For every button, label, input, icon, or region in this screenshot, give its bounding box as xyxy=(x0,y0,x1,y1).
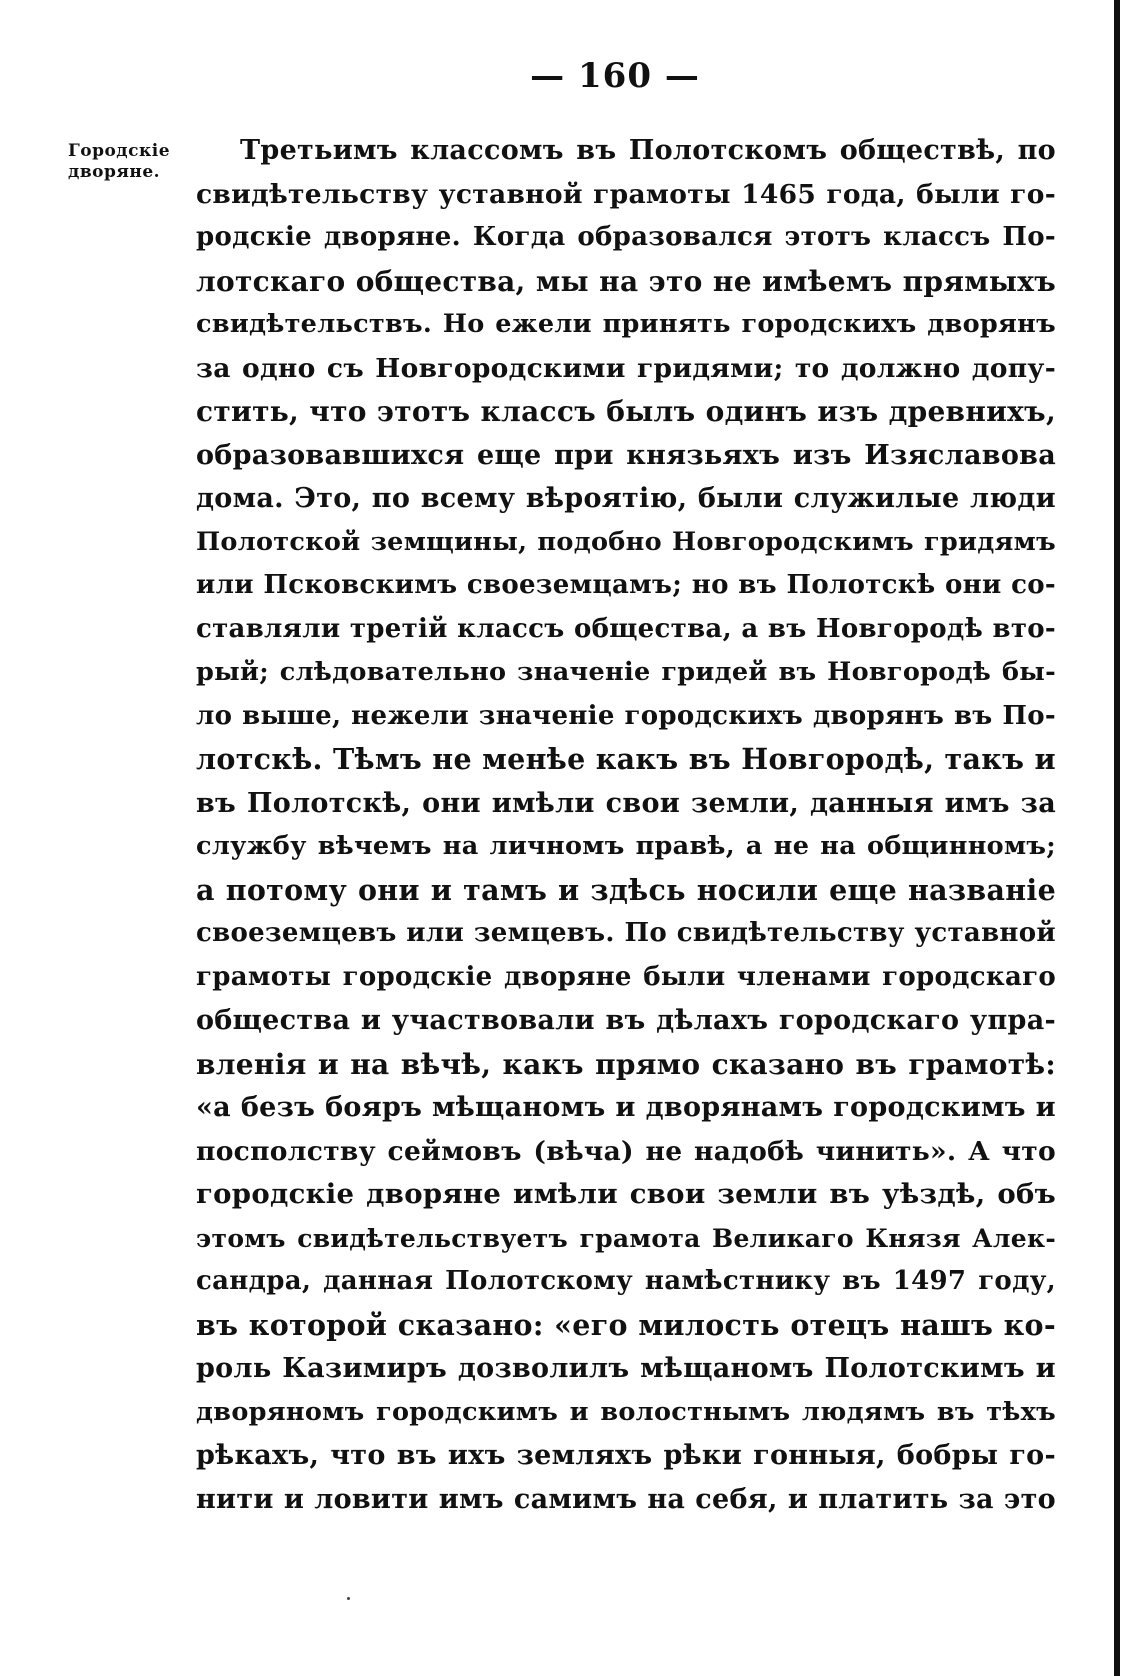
text-line: сандра, данная Полотскому намѣстнику въ 1497 году, xyxy=(196,1266,1056,1296)
text-line: лотскѣ. Тѣмъ не менѣе какъ въ Новгородѣ, такъ и xyxy=(196,742,1056,776)
print-speck xyxy=(347,1597,350,1600)
text-line: или Псковскимъ своеземцамъ; но въ Полотскѣ они со- xyxy=(196,570,1056,600)
text-line: образовавшихся еще при князьяхъ изъ Изяславова xyxy=(196,439,1056,471)
text-line: роль Казимиръ дозволилъ мѣщаномъ Полотскимъ и xyxy=(196,1353,1056,1384)
text-line: свидѣтельству уставной грамоты 1465 года, были го- xyxy=(196,178,1056,210)
body-text xyxy=(196,129,1056,1521)
text-line: Полотской земщины, подобно Новгородскимъ гридямъ xyxy=(196,526,1056,557)
text-line: рѣкахъ, что въ ихъ земляхъ рѣки гонныя, бобры го- xyxy=(196,1440,1056,1471)
text-line: Третьимъ классомъ въ Полотскомъ обществѣ, по xyxy=(240,135,1056,166)
text-line: службу вѣчемъ на личномъ правѣ, а не на общинномъ; xyxy=(196,831,1056,861)
text-line: своеземцевъ или земцевъ. По свидѣтельству уставной xyxy=(196,918,1056,948)
text-line: а потому они и тамъ и здѣсь носили еще названіе xyxy=(196,872,1056,907)
text-line: ло выше, нежели значеніе городскихъ дворянъ въ По- xyxy=(196,700,1056,731)
text-line: посполству сеймовъ (вѣча) не надобѣ чинить». А что xyxy=(196,1135,1056,1167)
text-line: «а безъ бояръ мѣщаномъ и дворянамъ городскимъ и xyxy=(196,1092,1056,1123)
text-line: ставляли третій классъ общества, а въ Новгородѣ вто- xyxy=(196,613,1056,644)
margin-note xyxy=(68,141,198,183)
text-line: вленія и на вѣчѣ, какъ прямо сказано въ грамотѣ: xyxy=(196,1047,1056,1081)
text-line: стить, что этотъ классъ былъ одинъ изъ древнихъ, xyxy=(196,395,1056,428)
text-line: лотскаго общества, мы на это не имѣемъ прямыхъ xyxy=(196,264,1056,298)
text-line: дома. Это, по всему вѣроятію, были служилые люди xyxy=(196,483,1056,514)
text-line: свидѣтельствъ. Но ежели принять городскихъ дворянъ xyxy=(196,309,1056,339)
text-line: рый; слѣдовательно значеніе гридей въ Новгородѣ бы- xyxy=(196,657,1056,687)
text-line: общества и участвовали въ дѣлахъ городскаго упра- xyxy=(196,1005,1056,1036)
page-edge xyxy=(1114,0,1120,1676)
text-line: въ которой сказано: «его милость отецъ нашъ ко- xyxy=(196,1307,1056,1342)
text-line: за одно съ Новгородскими гридями; то должно допу- xyxy=(196,352,1056,384)
text-line: городскіе дворяне имѣли свои земли въ уѣздѣ, объ xyxy=(196,1178,1056,1210)
text-line: въ Полотскѣ, они имѣли свои земли, данныя имъ за xyxy=(196,787,1056,819)
text-line: родскіе дворяне. Когда образовался этотъ классъ По- xyxy=(196,222,1056,252)
text-line: дворяномъ городскимъ и волостнымъ людямъ въ тѣхъ xyxy=(196,1396,1056,1427)
text-line: этомъ свидѣтельствуетъ грамота Великаго Князя Алек- xyxy=(196,1223,1056,1253)
text-line: нити и ловити имъ самимъ на себя, и платить за это xyxy=(196,1483,1056,1515)
page-number: — 160 — xyxy=(530,56,700,96)
margin-note-line: дворяне. xyxy=(68,162,161,182)
text-line: грамоты городскіе дворяне были членами городскаго xyxy=(196,961,1056,992)
margin-note-line: Городскіе xyxy=(68,141,171,161)
